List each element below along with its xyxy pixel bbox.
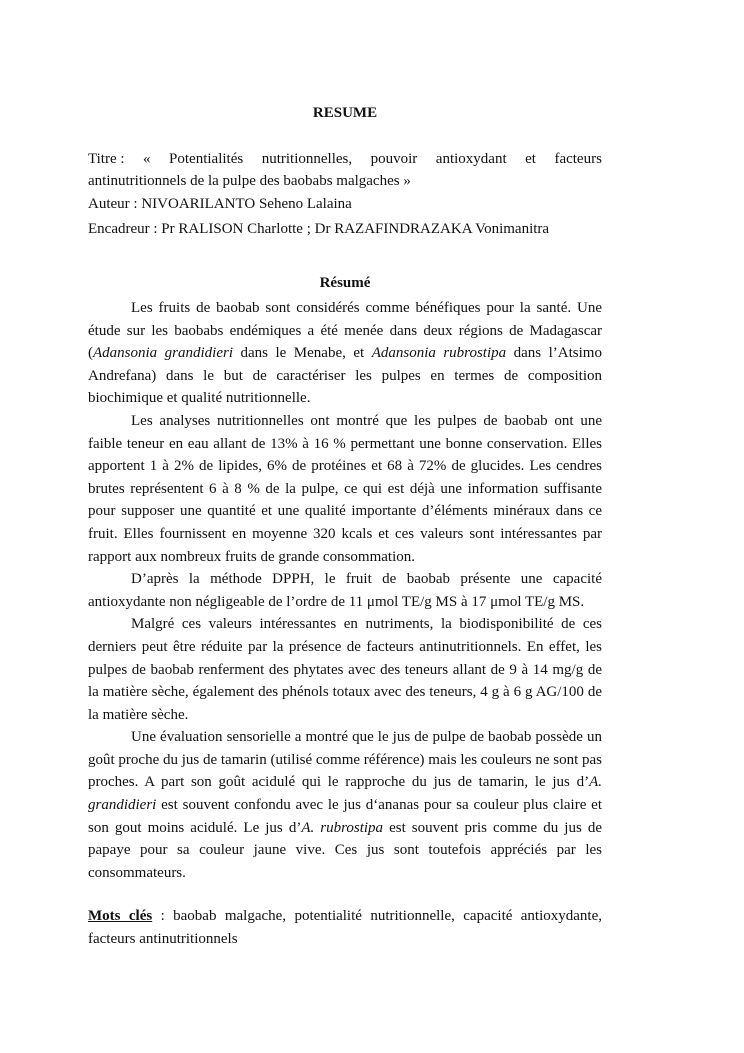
thesis-title-line-2: antinutritionnels de la pulpe des baobabs malgaches »	[88, 173, 411, 189]
abstract-paragraph: Les fruits de baobab sont considérés comme bénéfiques pour la santé. Une étude sur les baobabs endémiques a été menée dans deux régions de Madagascar (Adansonia grandidieri dans le Menabe, et Adansonia rubrostipa dans l’Atsimo Andrefana) dans le but de caractériser les pulpes en termes de composition biochimique et qualité nutritionnelle.	[88, 300, 602, 407]
abstract-body	[88, 297, 602, 884]
species-name: A. grandidieri	[88, 774, 602, 814]
thesis-title-line-1	[88, 148, 602, 170]
titre-word: et	[525, 151, 536, 167]
abstract-heading: Résumé	[319, 275, 371, 291]
titre-label: Titre :	[88, 151, 125, 167]
species-name: A. rubrostipa	[301, 819, 384, 836]
species-name: Adansonia grandidieri	[93, 345, 233, 362]
species-name: Adansonia rubrostipa	[371, 345, 507, 362]
page-title: RESUME	[312, 105, 378, 121]
abstract-paragraph: Une évaluation sensorielle a montré que le jus de pulpe de baobab possède un goût proche du jus de tamarin (utilisé comme référence) mais les couleurs ne sont pas proches. A part son goût acidulé qui le rapproche du jus de tamarin, le jus d’A. grandidieri est souvent confondu avec le jus d‘ananas pour sa couleur plus claire et son gout moins acidulé. Le jus d’A. rubrostipa est souvent pris comme du jus de papaye pour sa couleur jaune vive. Ces jus sont toutefois appréciés par les consommateurs.	[88, 729, 602, 881]
abstract-paragraph: Malgré ces valeurs intéressantes en nutriments, la biodisponibilité de ces derniers peut être réduite par la présence de facteurs antinutritionnels. En effet, les pulpes de baobab renferment des phytates avec des teneurs allant de 9 à 14 mg/g de la matière sèche, également des phénols totaux avec des teneurs, 4 g à 6 g AG/100 de la matière sèche.	[88, 616, 602, 723]
thesis-metadata	[88, 148, 602, 241]
supervisor-line: Encadreur : Pr RALISON Charlotte ; Dr RAZAFINDRAZAKA Vonimanitra	[88, 221, 550, 237]
titre-word: facteurs	[554, 151, 602, 167]
titre-word: Potentialités	[169, 151, 244, 167]
abstract-paragraph: D’après la méthode DPPH, le fruit de baobab présente une capacité antioxydante non négligeable de l’ordre de 11 μmol TE/g MS à 17 μmol TE/g MS.	[88, 571, 602, 610]
keywords-text: : baobab malgache, potentialité nutritionnelle, capacité antioxydante, facteurs antinutritionnels	[88, 908, 603, 947]
abstract-paragraph: Les analyses nutritionnelles ont montré que les pulpes de baobab ont une faible teneur en eau allant de 13% à 16 % permettant une bonne conservation. Elles apportent 1 à 2% de lipides, 6% de protéines et 68 à 72% de glucides. Les cendres brutes représentent 6 à 8 % de la pulpe, ce qui est déjà une information suffisante pour supposer une quantité et une qualité importante d’éléments minéraux dans ce fruit. Elles fournissent en moyenne 320 kcals et ces valeurs sont intéressantes par rapport aux nombreux fruits de grande consommation.	[88, 412, 602, 565]
titre-word: antioxydant	[435, 151, 507, 167]
author-line: Auteur : NIVOARILANTO Seheno Lalaina	[88, 196, 352, 212]
keywords-label: Mots clés	[88, 908, 153, 924]
titre-word: «	[143, 151, 151, 167]
keywords-line	[88, 905, 602, 950]
titre-word: pouvoir	[370, 151, 418, 167]
titre-word: nutritionnelles,	[261, 151, 353, 167]
